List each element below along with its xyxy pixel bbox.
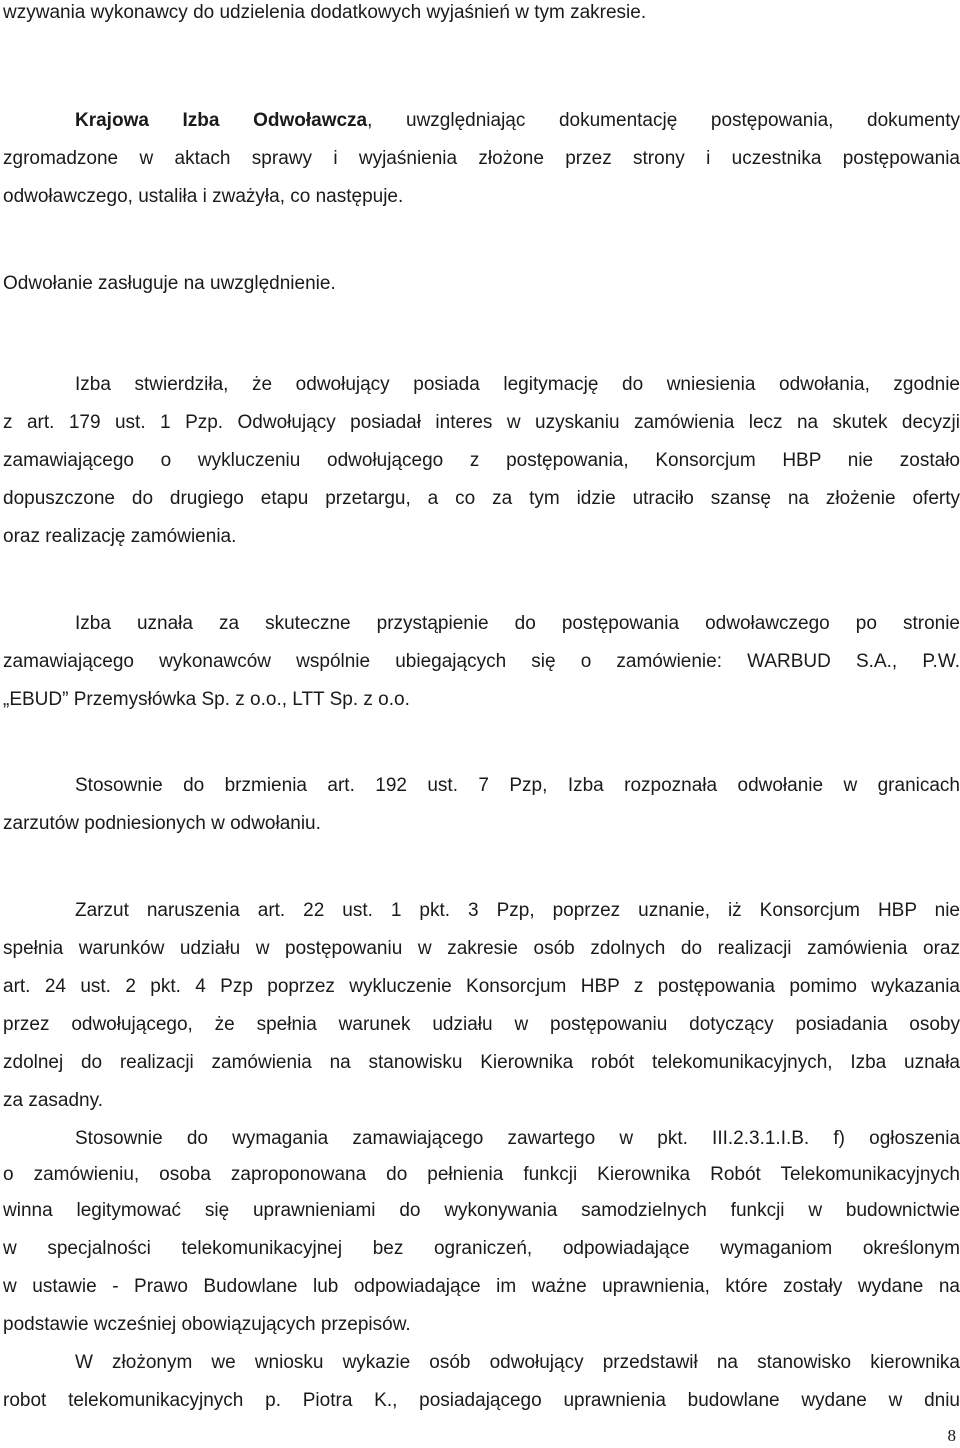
paragraph-verdict-line-1: Odwołanie zasługuje na uwzględnienie. [3,273,336,294]
paragraph-standing-line-1: Izba stwierdziła, że odwołujący posiada legitymację do wniesienia odwołania, zgodnie [75,374,960,395]
paragraph-charge-line-3: art. 24 ust. 2 pkt. 4 Pzp poprzez wykluczenie Konsorcjum HBP z postępowania pomimo wykazania [3,976,960,997]
paragraph-list-line-1: W złożonym we wniosku wykazie osób odwołujący przedstawił na stanowisko kierownika [75,1352,960,1373]
paragraph-standing-line-2: z art. 179 ust. 1 Pzp. Odwołujący posiadał interes w uzyskaniu zamówienia lecz na skutek decyzji [3,412,960,433]
paragraph-accession-line-2: zamawiającego wykonawców wspólnie ubiegających się o zamówienie: WARBUD S.A., P.W. [3,651,960,672]
paragraph-standing-line-5: oraz realizację zamówienia. [3,526,237,547]
paragraph-requirement-line-2: o zamówieniu, osoba zaproponowana do pełnienia funkcji Kierownika Robót Telekomunikacyjnych [3,1164,960,1185]
paragraph-charge-line-5: zdolnej do realizacji zamówienia na stanowisku Kierownika robót telekomunikacyjnych, Izba uznała [3,1052,960,1073]
paragraph-requirement-line-5: w ustawie - Prawo Budowlane lub odpowiadające im ważne uprawnienia, które zostały wydane na [3,1276,960,1297]
paragraph-standing-line-4: dopuszczone do drugiego etapu przetargu, a co za tym idzie utraciło szansę na złożenie oferty [3,488,960,509]
paragraph-findings-line-2: zgromadzone w aktach sprawy i wyjaśnienia złożone przez strony i uczestnika postępowania [3,148,960,169]
text-line-continuation: wzywania wykonawcy do udzielenia dodatkowych wyjaśnień w tym zakresie. [3,2,647,23]
paragraph-requirement-line-1: Stosownie do wymagania zamawiającego zawartego w pkt. III.2.3.1.I.B. f) ogłoszenia [75,1128,960,1149]
chamber-name: Krajowa Izba Odwoławcza [75,110,368,131]
page-number: 8 [947,1426,956,1445]
paragraph-findings-line-1 [75,106,960,136]
paragraph-scope-line-1: Stosownie do brzmienia art. 192 ust. 7 Pzp, Izba rozpoznała odwołanie w granicach [75,775,960,796]
paragraph-requirement-line-3: winna legitymować się uprawnieniami do wykonywania samodzielnych funkcji w budownictwie [3,1200,960,1221]
paragraph-charge-line-1: Zarzut naruszenia art. 22 ust. 1 pkt. 3 Pzp, poprzez uznanie, iż Konsorcjum HBP nie [75,900,960,921]
paragraph-charge-line-6: za zasadny. [3,1090,103,1111]
paragraph-findings-line-3: odwoławczego, ustaliła i zważyła, co następuje. [3,186,404,207]
paragraph-list-line-2: robot telekomunikacyjnych p. Piotra K., posiadającego uprawnienia budowlane wydane w dniu [3,1390,960,1411]
paragraph-charge-line-2: spełnia warunków udziału w postępowaniu w zakresie osób zdolnych do realizacji zamówienia oraz [3,938,960,959]
paragraph-standing-line-3: zamawiającego o wykluczeniu odwołującego z postępowania, Konsorcjum HBP nie zostało [3,450,960,471]
paragraph-accession-line-1: Izba uznała za skuteczne przystąpienie do postępowania odwoławczego po stronie [75,613,960,634]
paragraph-findings-line-1-rest: , uwzględniając dokumentację postępowania, dokumenty [367,110,960,131]
paragraph-charge-line-4: przez odwołującego, że spełnia warunek udziału w postępowaniu dotyczący posiadania osoby [3,1014,960,1035]
paragraph-accession-line-3: „EBUD” Przemysłówka Sp. z o.o., LTT Sp. z o.o. [3,689,410,710]
paragraph-scope-line-2: zarzutów podniesionych w odwołaniu. [3,813,321,834]
paragraph-requirement-line-4: w specjalności telekomunikacyjnej bez ograniczeń, odpowiadające wymaganiom określonym [3,1238,960,1259]
paragraph-requirement-line-6: podstawie wcześniej obowiązujących przepisów. [3,1314,411,1335]
